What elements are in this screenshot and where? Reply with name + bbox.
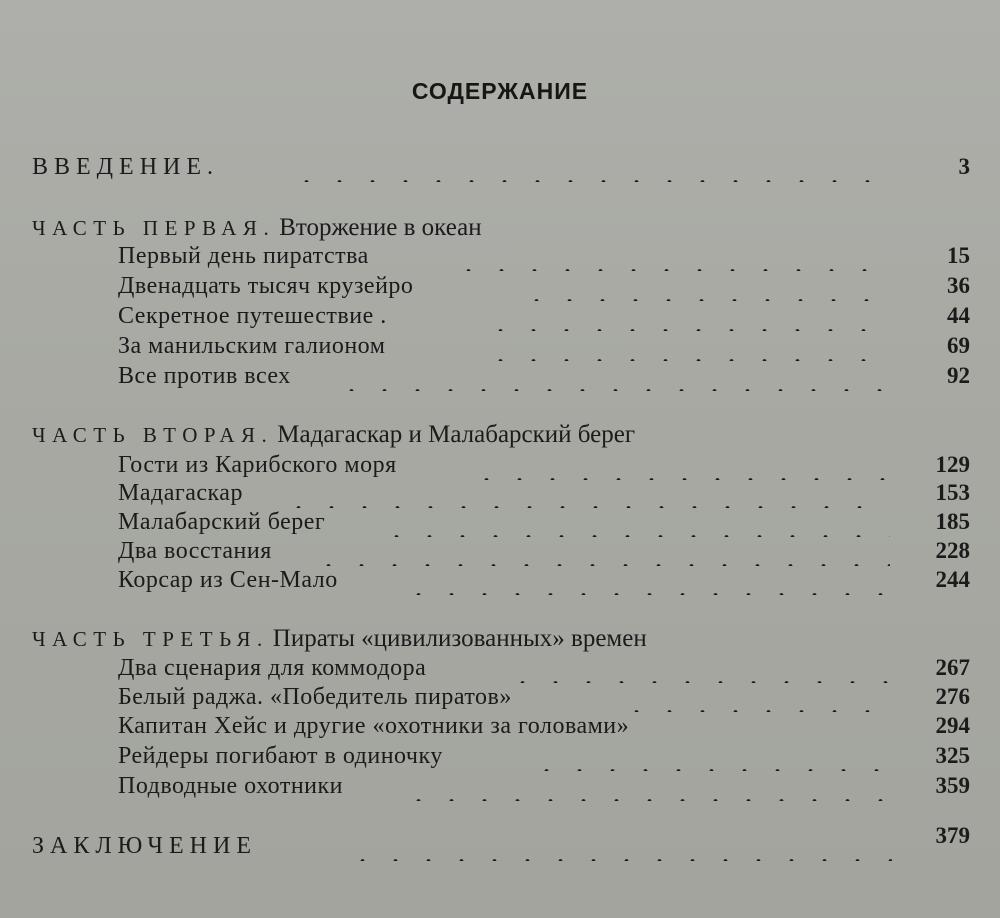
toc-page-number: 185: [935, 509, 970, 534]
toc-entry: [0, 565, 1000, 595]
leader-dots: [290, 152, 870, 182]
toc-page-number: 325: [935, 743, 970, 768]
toc-entry-label: Капитан Хейс и другие «охотники за головами»: [118, 713, 630, 739]
toc-page-number: 276: [935, 684, 970, 709]
leader-dots: [470, 450, 890, 480]
leader-dots: [312, 536, 890, 566]
toc-page-number: 15: [947, 243, 970, 268]
toc-page-number: 92: [947, 363, 970, 388]
toc-page-number: 267: [935, 655, 970, 680]
part-3-title: [32, 624, 647, 654]
toc-page-number: 36: [947, 273, 970, 298]
toc-entry-label: Секретное путешествие .: [118, 303, 387, 329]
toc-entry: [0, 771, 1000, 801]
leader-dots: [520, 271, 892, 301]
toc-entry-label: ВВЕДЕНИЕ.: [32, 154, 220, 180]
part-label: ЧАСТЬ ПЕРВАЯ.: [32, 216, 276, 240]
toc-page-number: 294: [935, 713, 970, 738]
toc-page-number: 3: [958, 154, 970, 179]
toc-entry: [0, 536, 1000, 566]
toc-entry: [0, 301, 1000, 331]
leader-dots: [402, 771, 890, 801]
toc-entry: [0, 507, 1000, 537]
leader-dots: [620, 682, 890, 712]
toc-entry-label: Первый день пиратства: [118, 243, 369, 269]
toc-entry: [0, 711, 1000, 741]
part-name: Мадагаскар и Малабарский берег: [277, 421, 636, 448]
leader-dots: [335, 361, 892, 391]
toc-entry-label: Два сценария для коммодора: [118, 655, 427, 681]
toc-entry: [0, 450, 1000, 480]
toc-entry-label: Гости из Карибского моря: [118, 452, 397, 478]
part-name: Пираты «цивилизованных» времен: [272, 625, 647, 652]
toc-entry: [0, 241, 1000, 271]
leader-dots: [484, 331, 892, 361]
toc-entry-label: Рейдеры погибают в одиночку: [118, 743, 443, 769]
toc-entry-label: ЗАКЛЮЧЕНИЕ: [32, 833, 257, 859]
toc-entry-label: Малабарский берег: [118, 509, 326, 535]
leader-dots: [452, 241, 892, 271]
toc-entry-label: Мадагаскар: [118, 480, 243, 506]
leader-dots: [346, 831, 892, 861]
leader-dots: [506, 653, 890, 683]
toc-entry-conclusion: [0, 823, 1000, 861]
toc-page-number: 153: [935, 480, 970, 505]
toc-entry-label: Все против всех: [118, 363, 291, 389]
toc-entry-intro: [0, 152, 1000, 182]
leader-dots: [282, 478, 890, 508]
part-1-title: [32, 213, 482, 243]
toc-entry-label: Двенадцать тысяч крузейро: [118, 273, 414, 299]
leader-dots: [484, 301, 892, 331]
toc-entry: [0, 653, 1000, 683]
toc-entry: [0, 741, 1000, 771]
toc-entry: [0, 331, 1000, 361]
toc-entry-label: Два восстания: [118, 538, 272, 564]
part-label: ЧАСТЬ ВТОРАЯ.: [32, 423, 274, 447]
part-name: Вторжение в океан: [279, 214, 482, 241]
toc-entry: [0, 478, 1000, 508]
toc-entry: [0, 361, 1000, 391]
toc-page-number: 129: [935, 452, 970, 477]
toc-page-number: 359: [935, 773, 970, 798]
leader-dots: [380, 507, 890, 537]
toc-page-number: 228: [935, 538, 970, 563]
toc-entry-label: Корсар из Сен-Мало: [118, 567, 338, 593]
leader-dots: [402, 565, 890, 595]
toc-page-number: 44: [947, 303, 970, 328]
part-label: ЧАСТЬ ТРЕТЬЯ.: [32, 627, 269, 651]
toc-entry-label: Подводные охотники: [118, 773, 344, 799]
leader-dots: [530, 741, 890, 771]
toc-entry-label: За манильским галионом: [118, 333, 386, 359]
toc-entry-label: Белый раджа. «Победитель пиратов»: [118, 684, 512, 710]
part-2-title: [32, 420, 635, 450]
toc-page-number: 244: [935, 567, 970, 592]
page-title: СОДЕРЖАНИЕ: [411, 78, 589, 104]
toc-entry: [0, 271, 1000, 301]
toc-page-number: 379: [935, 823, 970, 848]
toc-entry: [0, 682, 1000, 712]
toc-page-number: 69: [947, 333, 970, 358]
